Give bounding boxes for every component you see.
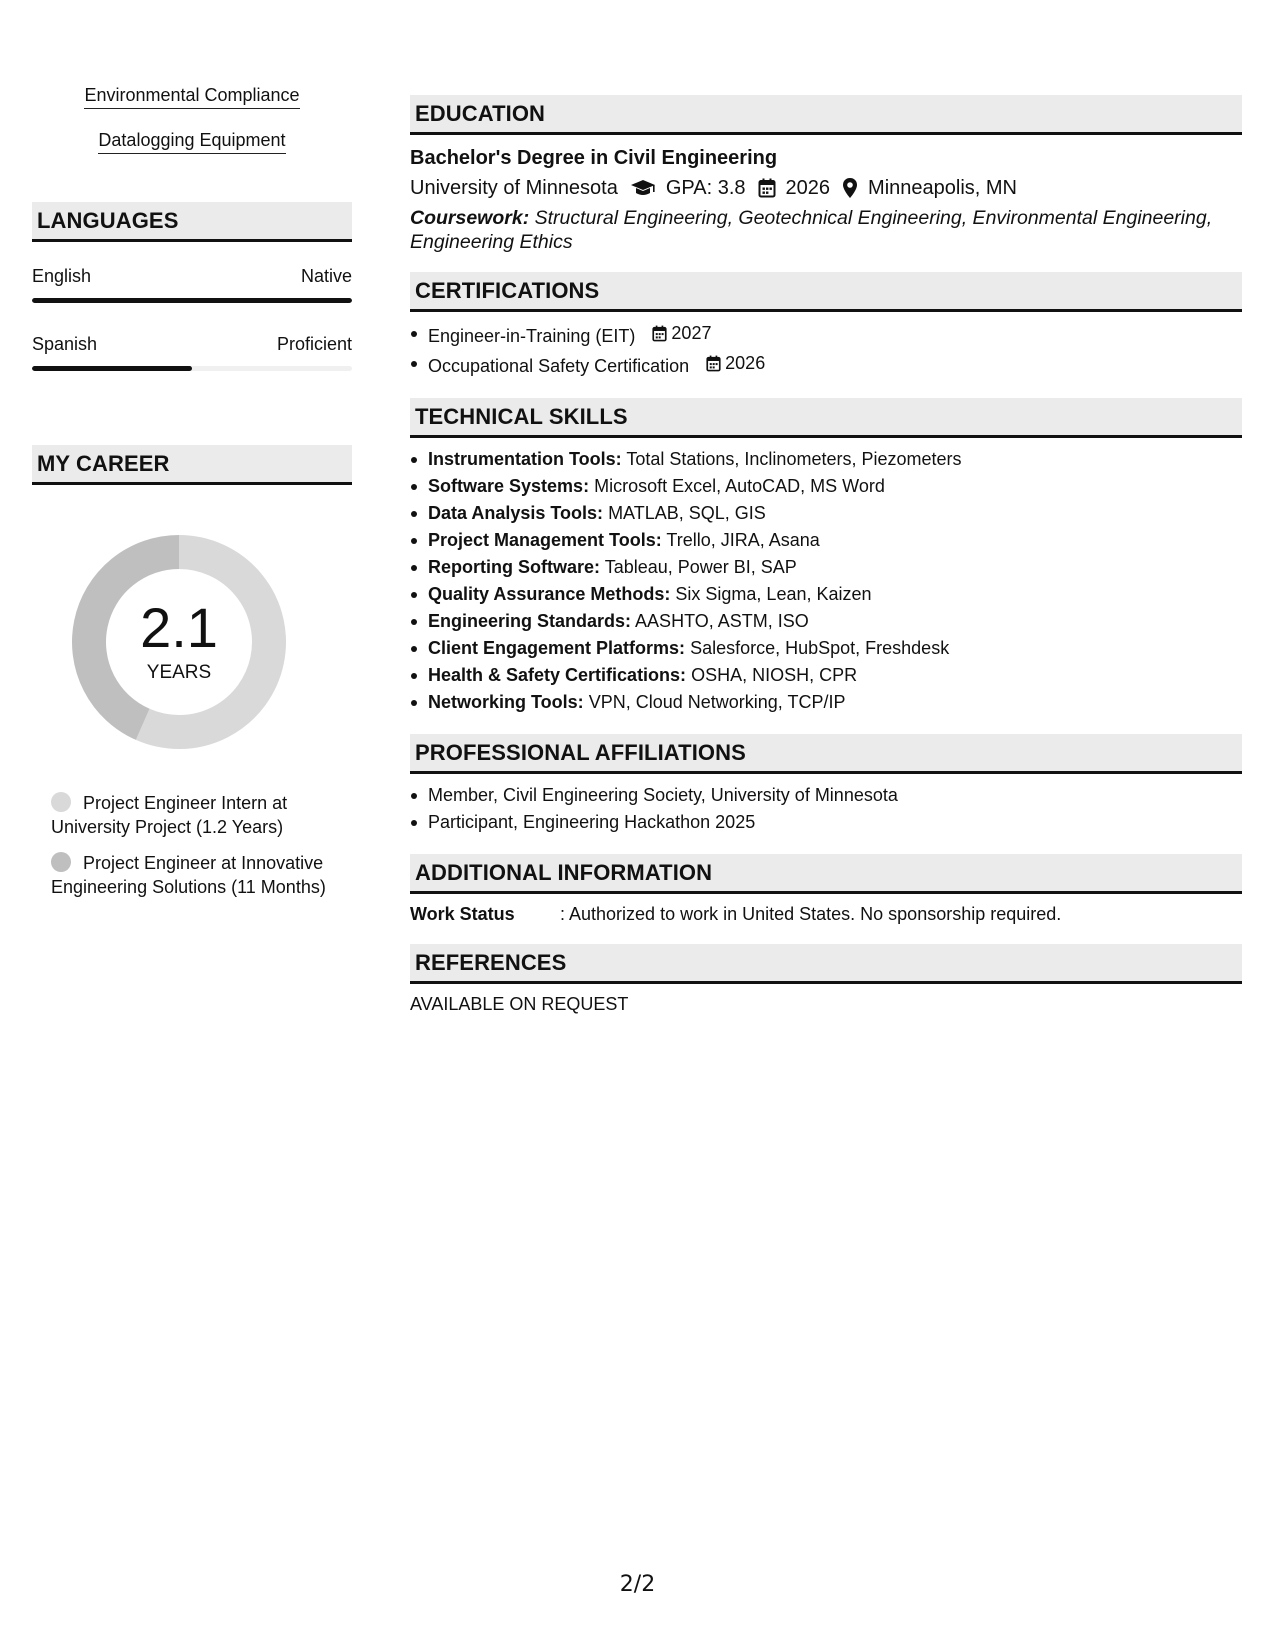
career-total: 2.1 — [140, 596, 218, 659]
skill-value: OSHA, NIOSH, CPR — [691, 665, 858, 685]
legend-dot — [51, 852, 71, 872]
additional-info-heading — [410, 854, 1242, 894]
calendar-icon — [652, 325, 667, 342]
left-column — [32, 84, 352, 911]
cert-date — [706, 350, 765, 377]
career-donut-chart — [66, 529, 292, 755]
gpa: GPA: 3.8 — [665, 177, 746, 199]
language-row — [32, 266, 352, 287]
language-bar-fill — [32, 298, 352, 303]
list-item — [410, 635, 1242, 662]
list-item — [410, 500, 1242, 527]
skill-value: Six Sigma, Lean, Kaizen — [675, 584, 872, 604]
career-heading — [32, 445, 352, 485]
additional-info-title: ADDITIONAL INFORMATION — [415, 859, 713, 885]
career-title: MY CAREER — [37, 450, 170, 476]
list-item — [410, 581, 1242, 608]
skill-value: Microsoft Excel, AutoCAD, MS Word — [594, 476, 885, 496]
certifications-title: CERTIFICATIONS — [415, 277, 600, 303]
career-unit: YEARS — [146, 662, 212, 683]
donut-center — [66, 529, 292, 755]
cert-year: 2027 — [671, 323, 712, 343]
additional-info-section — [410, 854, 1242, 926]
map-pin-icon — [842, 177, 858, 199]
skill-tag: Datalogging Equipment — [98, 129, 285, 154]
legend-dot — [51, 792, 71, 812]
skill-label: Engineering Standards: — [428, 611, 632, 631]
cert-name: Occupational Safety Certification — [428, 356, 690, 376]
cert-date — [652, 320, 711, 347]
language-bar-fill — [32, 366, 192, 371]
skill-tags — [32, 84, 352, 174]
language-level: Proficient — [276, 334, 352, 354]
skill-label: Client Engagement Platforms: — [428, 638, 686, 658]
skill-value: Salesforce, HubSpot, Freshdesk — [690, 638, 950, 658]
education-heading — [410, 95, 1242, 135]
education-title: EDUCATION — [415, 100, 546, 126]
cert-year: 2026 — [725, 353, 766, 373]
references-heading — [410, 944, 1242, 984]
work-status-value: : Authorized to work in United States. No sponsorship required. — [560, 904, 1062, 924]
cert-name: Engineer-in-Training (EIT) — [428, 326, 636, 346]
legend-label: Project Engineer Intern at University Project (1.2 Years) — [51, 793, 288, 837]
degree-title: Bachelor's Degree in Civil Engineering — [410, 147, 778, 169]
affiliations-title: PROFESSIONAL AFFILIATIONS — [415, 739, 746, 765]
language-name: Spanish — [32, 334, 98, 354]
language-level: Native — [300, 266, 352, 286]
page-number: 2/2 — [619, 1572, 656, 1597]
legend-label: Project Engineer at Innovative Engineering Solutions (11 Months) — [51, 853, 326, 897]
skill-value: Tableau, Power BI, SAP — [604, 557, 797, 577]
coursework — [410, 206, 1242, 254]
skill-value: VPN, Cloud Networking, TCP/IP — [588, 692, 846, 712]
skill-value: AASHTO, ASTM, ISO — [635, 611, 809, 631]
school-name: University of Minnesota — [410, 177, 618, 199]
list-item — [410, 473, 1242, 500]
skill-label: Quality Assurance Methods: — [428, 584, 671, 604]
career-legend-item — [51, 791, 341, 839]
skill-value: Total Stations, Inclinometers, Piezometers — [626, 449, 962, 469]
list-item — [410, 689, 1242, 716]
technical-skills-title: TECHNICAL SKILLS — [415, 403, 628, 429]
career-legend — [51, 791, 341, 899]
skill-label: Networking Tools: — [428, 692, 584, 712]
affiliations-list — [410, 782, 1242, 836]
career-legend-item — [51, 851, 341, 899]
work-status-row — [410, 902, 1242, 926]
work-status-label: Work Status — [410, 904, 515, 924]
skill-label: Health & Safety Certifications: — [428, 665, 687, 685]
graduation-cap-icon — [630, 178, 656, 198]
affiliations-section — [410, 734, 1242, 836]
list-item — [410, 527, 1242, 554]
location: Minneapolis, MN — [868, 177, 1017, 199]
calendar-icon — [706, 355, 721, 372]
references-title: REFERENCES — [415, 949, 567, 975]
languages-title: LANGUAGES — [37, 207, 179, 233]
certifications-section — [410, 272, 1242, 380]
coursework-list: Structural Engineering, Geotechnical Engineering, Environmental Engineering, Engineering Ethics — [410, 207, 1213, 253]
skill-tag: Environmental Compliance — [84, 84, 299, 109]
technical-skills-heading — [410, 398, 1242, 438]
skill-label: Reporting Software: — [428, 557, 601, 577]
list-item — [410, 320, 1242, 350]
certifications-heading — [410, 272, 1242, 312]
skill-value: MATLAB, SQL, GIS — [608, 503, 766, 523]
education-section — [410, 95, 1242, 254]
list-item — [410, 350, 1242, 380]
coursework-label: Coursework: — [410, 207, 530, 229]
list-item: Participant, Engineering Hackathon 2025 — [410, 809, 1242, 836]
affiliations-heading — [410, 734, 1242, 774]
list-item — [410, 608, 1242, 635]
language-bar — [32, 298, 352, 303]
list-item — [410, 662, 1242, 689]
language-row — [32, 334, 352, 355]
skill-value: Trello, JIRA, Asana — [666, 530, 820, 550]
technical-skills-list — [410, 446, 1242, 716]
skill-label: Project Management Tools: — [428, 530, 662, 550]
list-item — [410, 554, 1242, 581]
list-item: Member, Civil Engineering Society, University of Minnesota — [410, 782, 1242, 809]
education-meta — [410, 174, 1242, 202]
technical-skills-section — [410, 398, 1242, 716]
language-name: English — [32, 266, 92, 286]
skill-label: Data Analysis Tools: — [428, 503, 604, 523]
languages-heading — [32, 202, 352, 242]
right-column — [410, 95, 1242, 1033]
calendar-icon — [758, 178, 776, 198]
list-item — [410, 446, 1242, 473]
skill-label: Software Systems: — [428, 476, 590, 496]
certifications-list — [410, 320, 1242, 380]
language-bar — [32, 366, 352, 371]
graduation-year: 2026 — [785, 177, 831, 199]
skill-label: Instrumentation Tools: — [428, 449, 622, 469]
references-text: AVAILABLE ON REQUEST — [410, 994, 629, 1014]
references-section — [410, 944, 1242, 1015]
